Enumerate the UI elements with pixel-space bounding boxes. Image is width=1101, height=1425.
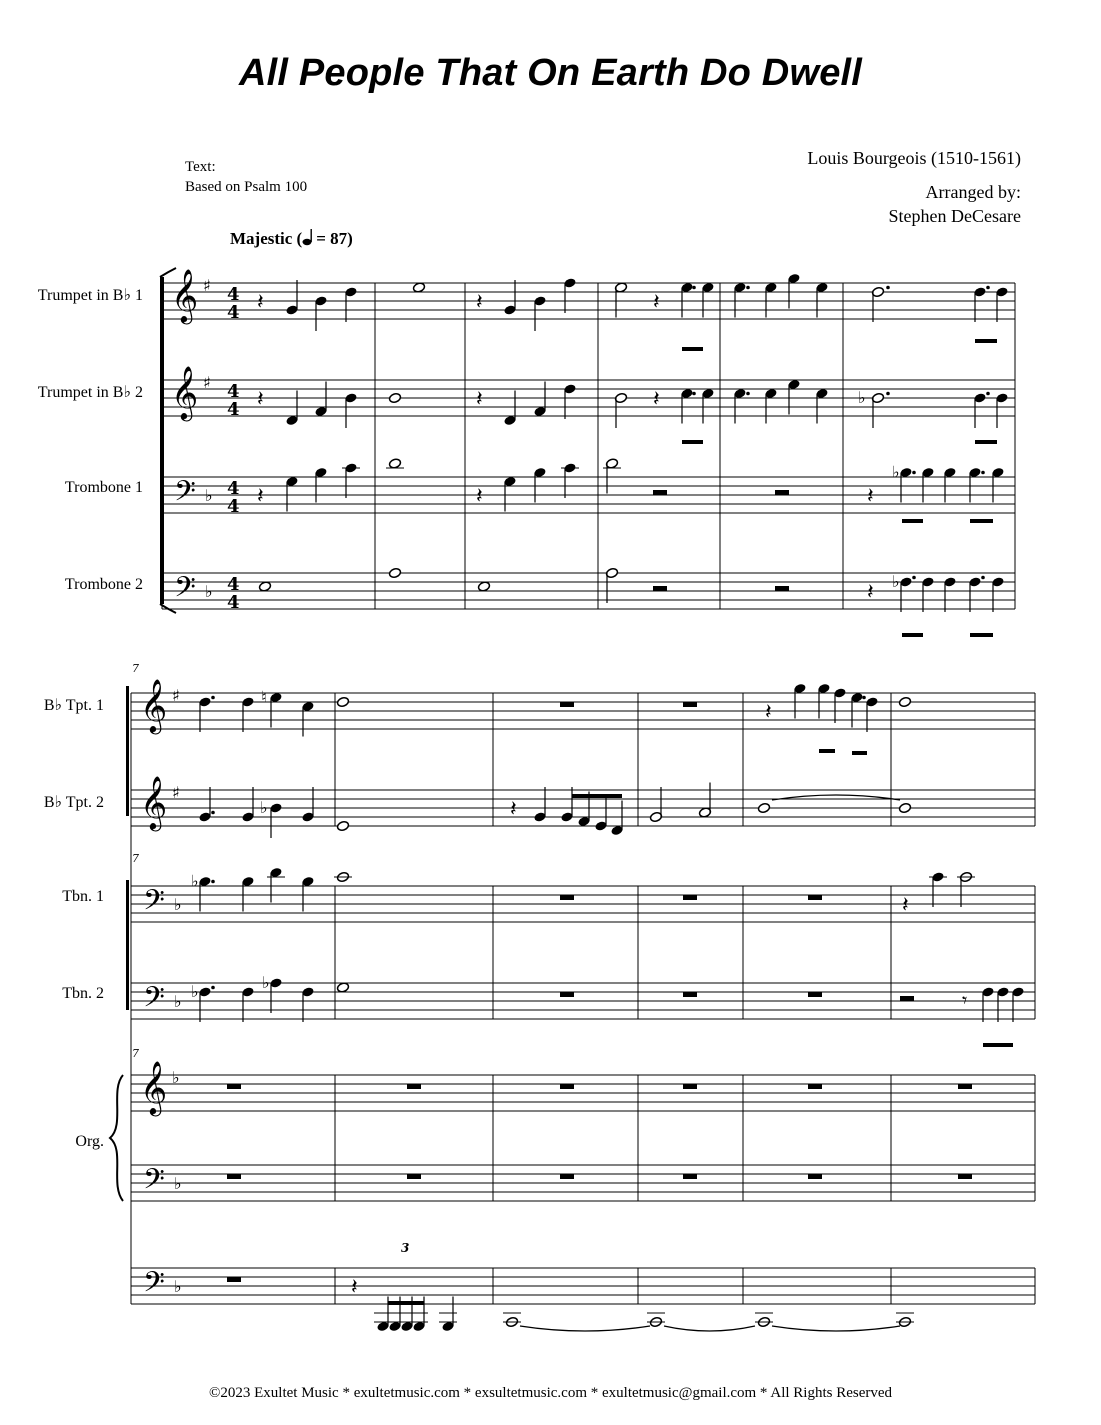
whole-rest [808,1084,822,1089]
instrument-label-trumpet-1: Trumpet in B♭ 1 [37,287,143,304]
time-signature-top: 4 [227,574,240,595]
tie [772,1326,900,1331]
note-head [336,820,349,831]
augmentation-dot [746,286,750,290]
instrument-label-tpt-1-short: B♭ Tpt. 1 [43,697,104,714]
instrument-label-trombone-1: Trombone 1 [64,479,143,496]
note-head [388,392,401,403]
flat-sign: ♭ [262,973,270,992]
bass-clef: 𝄢 [174,475,196,515]
key-sharp: ♯ [172,686,180,705]
quarter-rest: 𝄽 [653,290,660,315]
arranger-name: Stephen DeCesare [888,206,1021,226]
whole-rest [227,1174,241,1179]
whole-rest [407,1084,421,1089]
note-head [388,458,401,469]
augmentation-dot [986,286,990,290]
flat-sign: ♭ [892,462,900,482]
tie [664,1326,755,1331]
augmentation-dot [746,392,750,396]
key-flat: ♭ [174,1174,182,1193]
bass-clef: 𝄢 [143,1163,165,1203]
instrument-label-tpt-2-short: B♭ Tpt. 2 [43,794,104,811]
augmentation-dot [986,392,990,396]
measure-number: 7 [132,852,139,865]
quarter-rest: 𝄽 [653,387,660,412]
trombone-bracket [126,880,129,1010]
whole-rest [958,1084,972,1089]
flat-sign: ♭ [892,572,900,591]
whole-rest [560,895,574,900]
flat-sign: ♭ [260,798,268,817]
treble-clef: 𝄞 [140,1060,168,1114]
arranged-by-label: Arranged by: [925,182,1021,202]
key-flat: ♭ [205,582,213,601]
whole-rest [683,1174,697,1179]
whole-rest [808,1174,822,1179]
instrument-label-trumpet-2: Trumpet in B♭ 2 [37,384,143,401]
key-sharp: ♯ [203,276,211,295]
bass-clef: 𝄢 [143,1266,165,1306]
whole-rest [560,702,574,707]
quarter-rest: 𝄽 [351,1275,358,1300]
augmentation-dot [981,576,985,580]
quarter-rest: 𝄽 [476,484,483,509]
time-signature-bottom: 4 [227,496,240,517]
half-rest [653,490,667,495]
page-title: All People That On Earth Do Dwell [238,52,863,94]
augmentation-dot [981,471,985,475]
time-signature-bottom: 4 [227,399,240,420]
whole-rest [683,1084,697,1089]
augmentation-dot [211,880,215,884]
augmentation-dot [886,392,890,396]
augmentation-dot [862,696,866,700]
time-signature-top: 4 [227,478,240,499]
note-head [336,982,349,993]
natural-sign: ♮ [261,687,267,707]
note-head [258,581,271,592]
key-flat: ♭ [205,486,213,505]
whole-rest [958,1174,972,1179]
note-head [477,581,490,592]
note-head [898,802,911,813]
whole-rest [683,702,697,707]
eighth-rest: 𝄾 [962,988,968,1012]
half-rest [775,490,789,495]
treble-clef: 𝄞 [171,268,199,322]
quarter-rest: 𝄽 [257,484,264,509]
treble-clef: 𝄞 [171,365,199,419]
measure-number: 7 [132,1047,139,1060]
footer-copyright: ©2023 Exultet Music * exultetmusic.com * exsultetmusic.com * exultetmusic@gmail.com * All Rights Reserved [208,1385,893,1401]
bass-clef: 𝄢 [143,884,165,924]
bass-clef: 𝄢 [174,571,196,611]
augmentation-dot [211,696,215,700]
quarter-rest: 𝄽 [765,700,772,725]
treble-clef: 𝄞 [140,775,168,829]
measure-number: 7 [132,662,139,675]
augmentation-dot [912,576,916,580]
time-signature-bottom: 4 [227,302,240,323]
whole-rest [407,1174,421,1179]
whole-rest [683,895,697,900]
instrument-label-organ: Org. [75,1133,104,1150]
whole-rest [227,1084,241,1089]
text-source: Based on Psalm 100 [185,179,308,195]
time-signature-top: 4 [227,284,240,305]
half-rest [900,996,914,1001]
note-head [757,802,770,813]
composer: Louis Bourgeois (1510-1561) [807,148,1021,168]
augmentation-dot [692,392,696,396]
quarter-rest: 𝄽 [867,484,874,509]
whole-rest [560,1084,574,1089]
instrument-label-tbn-2-short: Tbn. 2 [62,985,104,1002]
tuplet-number: 3 [401,1241,410,1255]
instrument-label-tbn-1-short: Tbn. 1 [62,888,104,905]
time-signature-bottom: 4 [227,592,240,613]
half-rest [775,586,789,591]
quarter-rest: 𝄽 [867,580,874,605]
note-head [898,696,911,707]
key-flat: ♭ [174,895,182,914]
time-signature-top: 4 [227,381,240,402]
quarter-rest: 𝄽 [257,387,264,412]
text-label: Text: [185,159,216,175]
key-flat: ♭ [174,1277,182,1296]
tempo-value: = 87) [316,229,353,248]
flat-sign: ♭ [858,388,866,407]
key-flat: ♭ [174,992,182,1011]
organ-brace [110,1075,123,1201]
augmentation-dot [886,286,890,290]
tie [520,1326,650,1331]
key-flat: ♭ [172,1068,180,1087]
quarter-rest: 𝄽 [476,387,483,412]
note-head [388,567,401,578]
quarter-rest: 𝄽 [257,290,264,315]
treble-clef: 𝄞 [140,678,168,732]
bass-clef: 𝄢 [143,981,165,1021]
augmentation-dot [692,286,696,290]
whole-rest [560,992,574,997]
whole-rest [560,1174,574,1179]
whole-rest [808,895,822,900]
augmentation-dot [211,811,215,815]
tempo-label: Majestic ( [230,229,303,248]
key-sharp: ♯ [203,373,211,392]
whole-rest [683,992,697,997]
whole-rest [227,1277,241,1282]
trumpet-bracket [126,686,129,816]
half-rest [653,586,667,591]
note-head [336,696,349,707]
note-head [412,282,425,293]
quarter-rest: 𝄽 [510,797,517,822]
augmentation-dot [912,471,916,475]
flat-sign: ♭ [191,871,199,891]
flat-sign: ♭ [191,982,199,1001]
quarter-rest: 𝄽 [476,290,483,315]
augmentation-dot [211,986,215,990]
whole-rest [808,992,822,997]
quarter-rest: 𝄽 [902,893,909,918]
instrument-label-trombone-2: Trombone 2 [64,576,143,593]
key-sharp: ♯ [172,783,180,802]
